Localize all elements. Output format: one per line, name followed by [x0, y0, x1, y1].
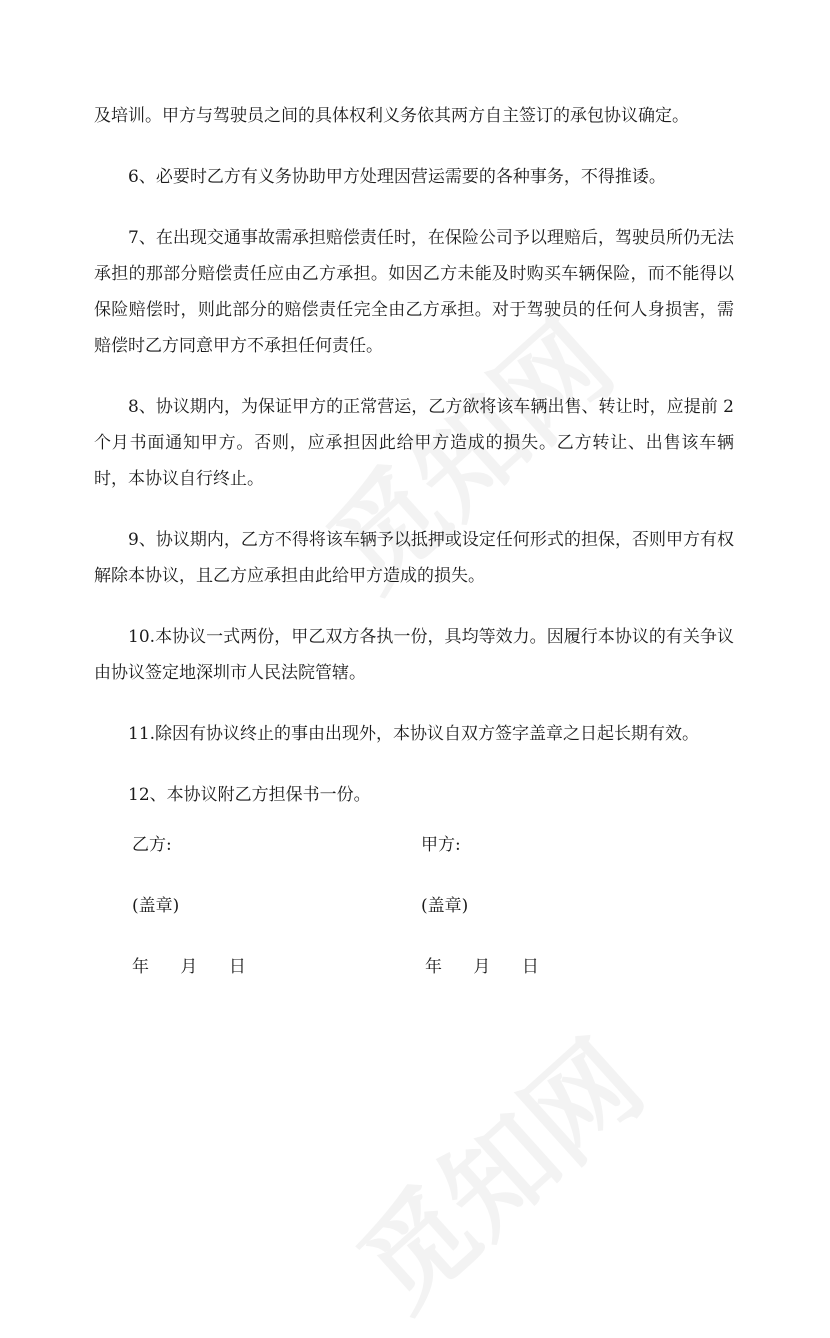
signature-seal-row [94, 891, 734, 952]
date-right [425, 952, 539, 977]
seal-left: (盖章) [132, 896, 180, 916]
clause-9: 9、协议期内，乙方不得将该车辆予以抵押或设定任何形式的担保，否则甲方有权解除本协议，且乙方应承担由此给甲方造成的损失。 [94, 530, 734, 586]
date-day-label: 日 [521, 957, 539, 977]
date-year-label: 年 [425, 957, 442, 977]
date-day-label: 日 [228, 957, 246, 977]
clause-8: 8、协议期内，为保证甲方的正常营运，乙方欲将该车辆出售、转让时，应提前 2 个月书面通知甲方。否则，应承担因此给甲方造成的损失。乙方转让、出售该车辆时，本协议自行终止。 [94, 397, 734, 489]
clause-6: 6、必要时乙方有义务协助甲方处理因营运需要的各种事务，不得推诿。 [128, 167, 666, 187]
signature-block [94, 830, 734, 1013]
clause-12: 12、本协议附乙方担保书一份。 [128, 785, 371, 805]
date-left [132, 952, 246, 977]
seal-right: (盖章) [421, 896, 469, 916]
clause-7: 7、在出现交通事故需承担赔偿责任时，在保险公司予以理赔后，驾驶员所仍无法承担的那部分赔偿责任应由乙方承担。如因乙方未能及时购买车辆保险，而不能得以保险赔偿时，则此部分的赔偿责任完全由乙方承担。对于驾驶员的任何人身损害，需赔偿时乙方同意甲方不承担任何责任。 [94, 228, 734, 356]
date-month-label: 月 [180, 957, 198, 977]
party-b-label: 乙方: [132, 835, 172, 855]
clause-10: 10.本协议一式两份，甲乙双方各执一份，具均等效力。因履行本协议的有关争议由协议签定地深圳市人民法院管辖。 [94, 627, 734, 683]
document-body [94, 98, 734, 977]
signature-party-row [94, 830, 734, 891]
date-year-label: 年 [132, 957, 149, 977]
watermark-logo [320, 1000, 671, 1338]
party-a-label: 甲方: [421, 835, 461, 855]
date-month-label: 月 [473, 957, 491, 977]
paragraph-training: 及培训。甲方与驾驶员之间的具体权利义务依其两方自主签订的承包协议确定。 [94, 106, 689, 126]
signature-date-row [94, 952, 734, 1013]
clause-11: 11.除因有协议终止的事由出现外，本协议自双方签字盖章之日起长期有效。 [128, 724, 700, 744]
